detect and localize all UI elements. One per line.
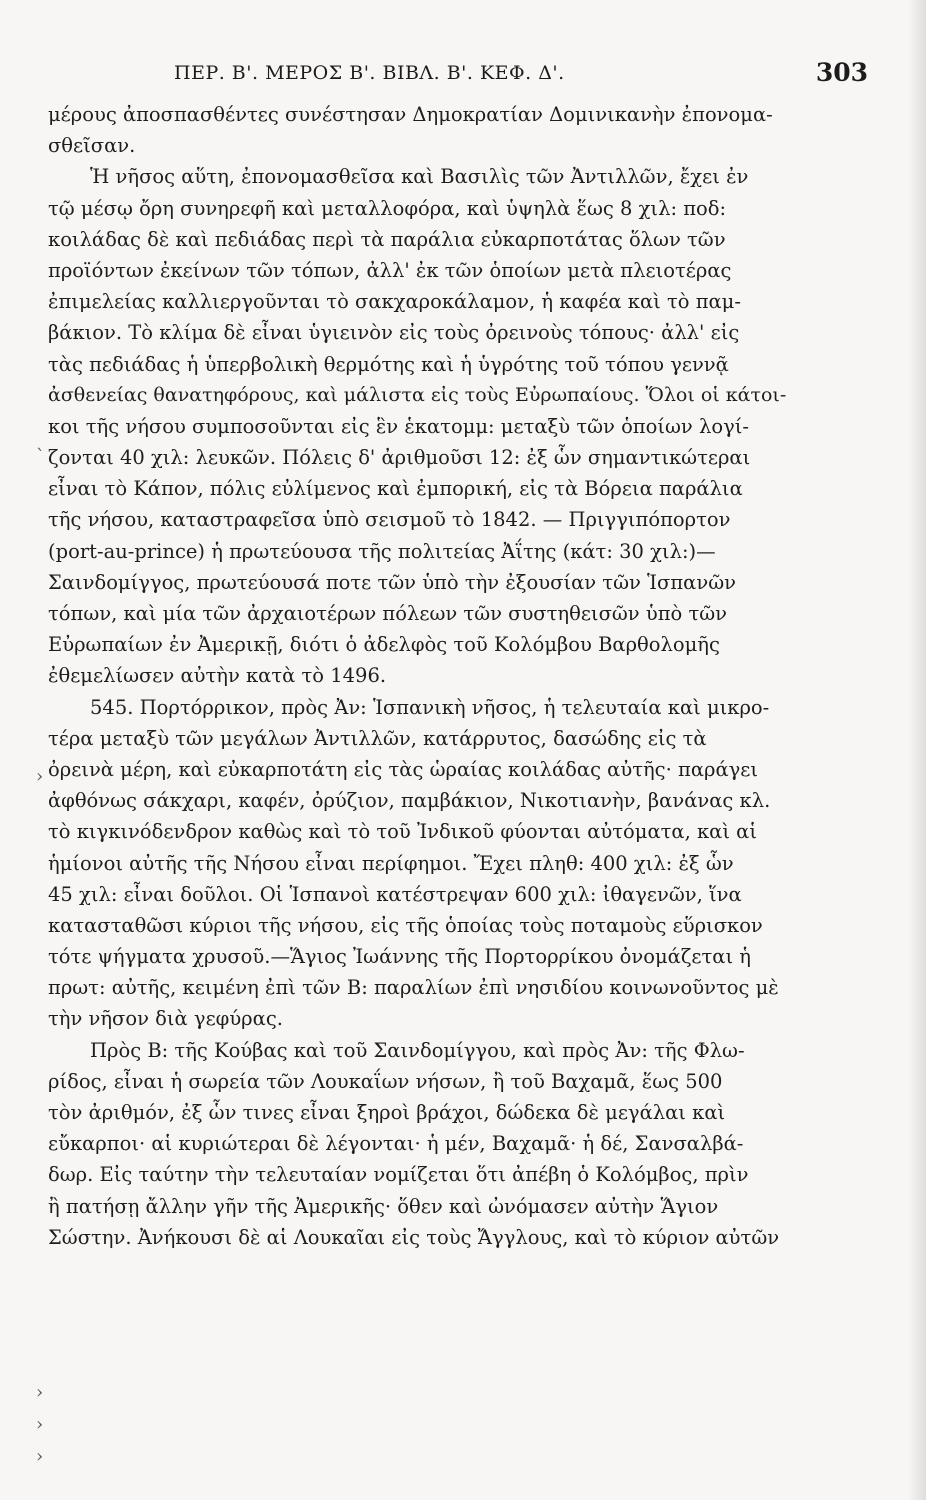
page-number: 303 [815,58,868,87]
text-line: Σαινδομίγγος, πρωτεύουσά ποτε τῶν ὑπὸ τὴν ἐξουσίαν τῶν Ἱσπανῶν [48,570,736,594]
text-line: τόπων, καὶ μία τῶν ἀρχαιοτέρων πόλεων τῶν συστηθεισῶν ὑπὸ τῶν [48,602,727,625]
text-line: Ἡ νῆσος αὕτη, ἐπονομασθεῖσα καὶ Βασιλὶς τῶν Ἀντιλλῶν, ἔχει ἐν [90,165,749,189]
text-line: εἶναι τὸ Κάπον, πόλις εὐλίμενος καὶ ἐμπορική, εἰς τὰ Βόρεια παράλια [48,477,743,501]
text-line: τὸν ἀριθμόν, ἐξ ὧν τινες εἶναι ξηροὶ βράχοι, δώδεκα δὲ μεγάλαι καὶ [48,1101,726,1124]
text-line: Σώστην. Ἀνήκουσι δὲ αἱ Λουκαῖαι εἰς τοὺς Ἄγγλους, καὶ τὸ κύριον αὐτῶν [48,1225,780,1249]
text-line: τότε ψήγματα χρυσοῦ.—Ἅγιος Ἰωάννης τῆς Πορτορρίκου ὀνομάζεται ἡ [48,945,751,969]
text-line: τὰς πεδιάδας ἡ ὑπερβολικὴ θερμότης καὶ ἡ ὑγρότης τοῦ τόπου γεννᾷ [48,352,729,376]
text-line: ἀσθενείας θανατηφόρους, καὶ μάλιστα εἰς τοὺς Εὐρωπαίους. Ὅλοι οἱ κάτοι- [48,383,787,406]
text-line: μέρους ἀποσπασθέντες συνέστησαν Δημοκρατίαν Δομινικανὴν ἐπονομα- [48,103,773,126]
running-head: ΠΕΡ. Β'. ΜΕΡΟΣ Β'. ΒΙΒΛ. Β'. ΚΕΦ. Δ'. [174,62,565,84]
text-line: τῆς νήσου, καταστραφεῖσα ὑπὸ σεισμοῦ τὸ 1842. — Πριγγιπόπορτον [48,508,731,532]
margin-mark: › [36,1382,44,1403]
margin-mark: ˋ [36,446,45,467]
text-line: δωρ. Εἰς ταύτην τὴν τελευταίαν νομίζεται ὅτι ἀπέβη ὁ Κολόμβος, πρὶν [48,1163,749,1187]
text-line: ἐπιμελείας καλλιεργοῦνται τὸ σακχαροκάλαμον, ἡ καφέα καὶ τὸ παμ- [48,290,741,314]
text-line: ἡμίονοι αὐτῆς τῆς Νήσου εἶναι περίφημοι. Ἔχει πληθ: 400 χιλ: ἐξ ὧν [48,851,734,875]
text-line: Πρὸς Β: τῆς Κούβας καὶ τοῦ Σαινδομίγγου, καὶ πρὸς Ἀν: τῆς Φλω- [90,1038,745,1062]
text-line: προϊόντων ἐκείνων τῶν τόπων, ἀλλ' ἐκ τῶν ὁποίων μετὰ πλειοτέρας [48,258,732,282]
text-line: ἀφθόνως σάκχαρι, καφέν, ὀρύζιον, παμβάκιον, Νικοτιανὴν, βανάνας κλ. [48,789,771,813]
text-line: κατασταθῶσι κύριοι τῆς νήσου, εἰς τῆς ὁποίας τοὺς ποταμοὺς εὕρισκον [48,913,763,937]
text-line: Εὐρωπαίων ἐν Ἀμερικῇ, διότι ὁ ἀδελφὸς τοῦ Κολόμβου Βαρθολομῆς [48,633,720,657]
page-edge-shadow [908,0,926,1500]
text-line: ρίδος, εἶναι ἡ σωρεία τῶν Λουκαΐων νήσων, ἢ τοῦ Βαχαμᾶ, ἕως 500 [48,1069,723,1093]
margin-mark: › [36,1414,44,1435]
text-line: τῷ μέσῳ ὄρη συνηρεφῆ καὶ μεταλλοφόρα, καὶ ὑψηλὰ ἕως 8 χιλ: ποδ: [48,196,727,220]
text-line: σθεῖσαν. [48,134,136,158]
text-line: ζονται 40 χιλ: λευκῶν. Πόλεις δ' ἀριθμοῦσι 12: ἐξ ὧν σημαντικώτεραι [48,446,751,470]
margin-mark: › [36,766,44,787]
text-line: 45 χιλ: εἶναι δοῦλοι. Οἱ Ἱσπανοὶ κατέστρεψαν 600 χιλ: ἰθαγενῶν, ἵνα [48,882,742,906]
text-line: τέρα μεταξὺ τῶν μεγάλων Ἀντιλλῶν, κατάρρυτος, δασώδης εἰς τὰ [48,726,707,750]
text-line: ὀρεινὰ μέρη, καὶ εὐκαρποτάτη εἰς τὰς ὡραίας κοιλάδας αὐτῆς· παράγει [48,757,759,781]
text-line: ἐθεμελίωσεν αὐτὴν κατὰ τὸ 1496. [48,664,387,688]
text-line: κοιλάδας δὲ καὶ πεδιάδας περὶ τὰ παράλια εὐκαρποτάτας ὅλων τῶν [48,227,726,251]
text-line: (port-au-prince) ἡ πρωτεύουσα τῆς πολιτείας Ἀΐτης (κάτ: 30 χιλ:)— [48,539,716,563]
text-line: τὴν νῆσον διὰ γεφύρας. [48,1007,283,1031]
text-line: κοι τῆς νήσου συμποσοῦνται εἰς ἓν ἑκατομμ: μεταξὺ τῶν ὁποίων λογί- [48,414,749,438]
page-header [48,58,868,94]
text-line: εὔκαρποι· αἱ κυριώτεραι δὲ λέγονται· ἡ μέν, Βαχαμᾶ· ἡ δέ, Σανσαλβά- [48,1132,744,1156]
text-line: βάκιον. Τὸ κλίμα δὲ εἶναι ὑγιεινὸν εἰς τοὺς ὀρεινοὺς τόπους· ἀλλ' εἰς [48,321,740,345]
text-line: ἢ πατήσῃ ἄλλην γῆν τῆς Ἀμερικῆς· ὅθεν καὶ ὠνόμασεν αὐτὴν Ἅγιον [48,1194,719,1218]
text-line: πρωτ: αὐτῆς, κειμένη ἐπὶ τῶν Β: παραλίων ἐπὶ νησιδίου κοινωνοῦντος μὲ [48,976,779,1000]
body-text [48,99,793,1253]
text-line: τὸ κιγκινόδενδρον καθὼς καὶ τὸ τοῦ Ἰνδικοῦ φύονται αὐτόματα, καὶ αἱ [48,820,757,844]
text-line: 545. Πορτόρρικον, πρὸς Ἀν: Ἱσπανικὴ νῆσος, ἡ τελευταία καὶ μικρο- [90,695,770,719]
margin-mark: › [36,1446,44,1467]
